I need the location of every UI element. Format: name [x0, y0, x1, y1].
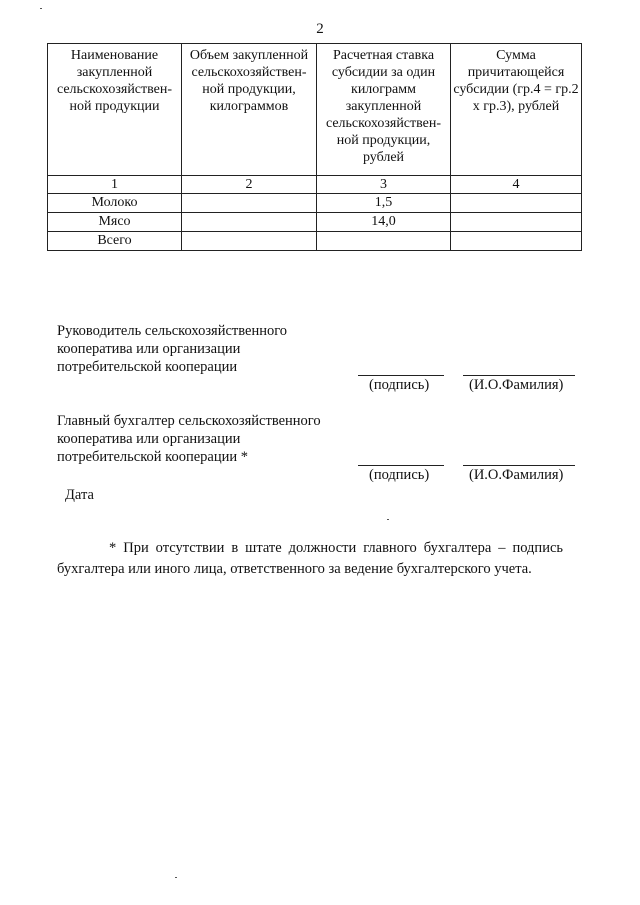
- head-signature-line: [358, 375, 444, 376]
- table-row: [48, 213, 582, 232]
- head-title-line: Руководитель сельскохозяйственного: [57, 323, 288, 339]
- page-number: 2: [316, 21, 324, 37]
- row-rate: 14,0: [317, 213, 451, 232]
- footnote: * При отсутствии в штате должности главного бухгалтера – подпись бухгалтера или иного лица, ответственного за ведение бухгалтерского учета.: [57, 540, 563, 577]
- column-number: 4: [451, 176, 582, 194]
- table-row: [48, 232, 582, 251]
- column-number: 1: [48, 176, 182, 194]
- row-volume: [182, 232, 317, 251]
- row-name: Всего: [48, 232, 182, 251]
- column-number: 2: [182, 176, 317, 194]
- subsidy-table: [47, 43, 582, 251]
- row-sum: [451, 232, 582, 251]
- accountant-title-line: Главный бухгалтер сельскохозяйственного: [57, 413, 321, 429]
- accountant-signature-line: [358, 465, 444, 466]
- header-rate: Расчетная ставка субсидии за один килограмм закупленной сельскохозяйствен-ной продукции, рублей: [317, 44, 451, 176]
- accountant-name-line: [463, 465, 575, 466]
- row-sum: [451, 194, 582, 213]
- scan-speck: [175, 877, 177, 878]
- head-name-caption: (И.О.Фамилия): [469, 377, 564, 393]
- header-sum: Сумма причитающейся субсидии (гр.4 = гр.2 х гр.3), рублей: [451, 44, 582, 176]
- column-number: 3: [317, 176, 451, 194]
- accountant-title-line: кооператива или организации: [57, 431, 241, 447]
- row-name: Молоко: [48, 194, 182, 213]
- head-signature-title: [57, 322, 287, 376]
- row-volume: [182, 213, 317, 232]
- row-rate: [317, 232, 451, 251]
- head-name-line: [463, 375, 575, 376]
- table-row: [48, 194, 582, 213]
- head-title-line: потребительской кооперации: [57, 359, 238, 375]
- accountant-title-line: потребительской кооперации *: [57, 449, 248, 465]
- header-volume: Объем закупленной сельскохозяйствен-ной продукции, килограммов: [182, 44, 317, 176]
- head-title-line: кооператива или организации: [57, 341, 241, 357]
- scan-speck: [387, 519, 389, 520]
- row-name: Мясо: [48, 213, 182, 232]
- head-signature-caption: (подпись): [369, 377, 430, 393]
- accountant-name-caption: (И.О.Фамилия): [469, 467, 564, 483]
- date-label: Дата: [65, 487, 94, 503]
- row-volume: [182, 194, 317, 213]
- table-header-row: [48, 44, 582, 176]
- row-rate: 1,5: [317, 194, 451, 213]
- row-sum: [451, 213, 582, 232]
- scan-speck: [40, 8, 42, 9]
- accountant-signature-caption: (подпись): [369, 467, 430, 483]
- header-product-name: Наименование закупленной сельскохозяйствен-ной продукции: [48, 44, 182, 176]
- accountant-signature-title: [57, 412, 321, 466]
- column-number-row: [48, 176, 582, 194]
